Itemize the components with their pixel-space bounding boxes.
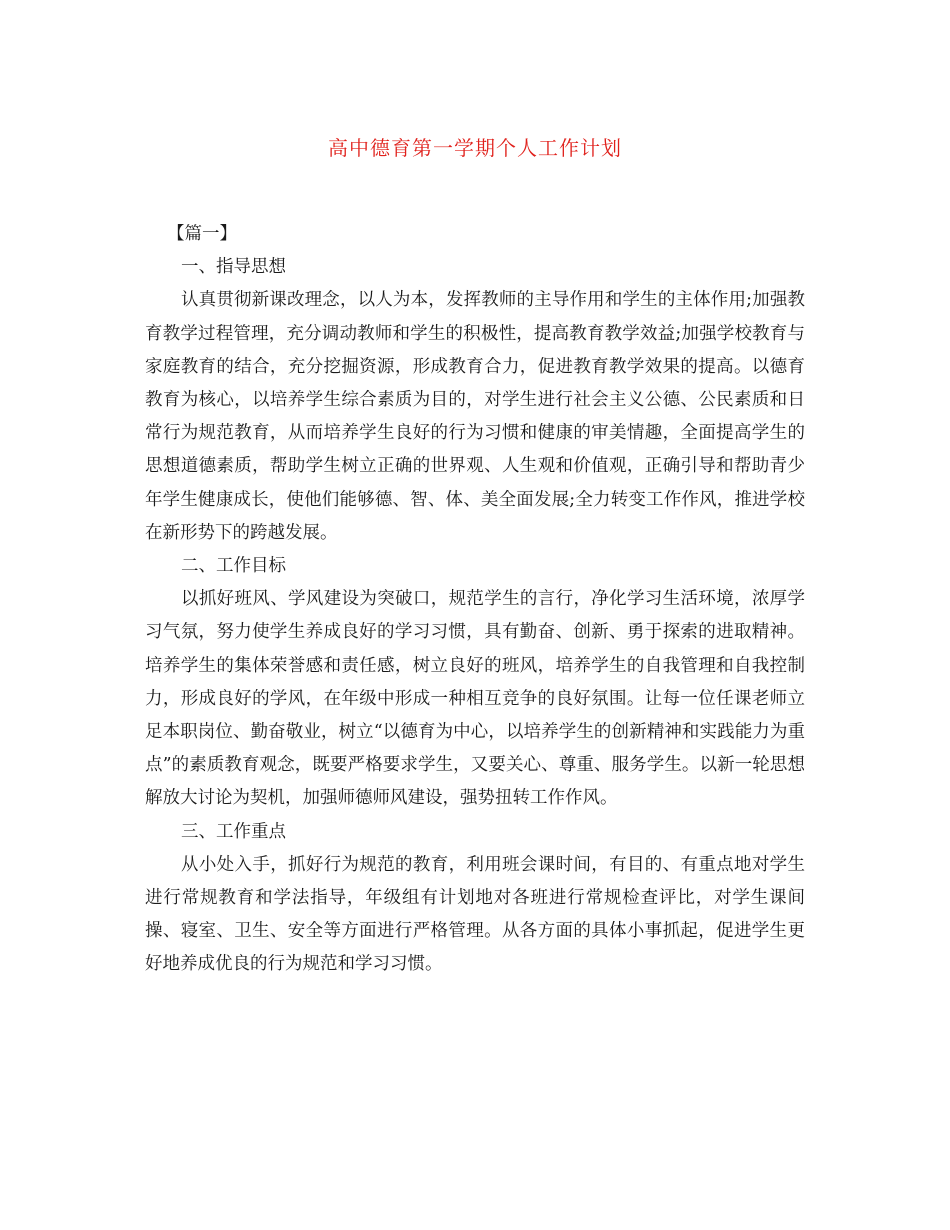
section-heading-work-goals: 二、工作目标 bbox=[181, 556, 286, 577]
section-tag: 【篇一】 bbox=[167, 224, 237, 244]
section-body-work-focus: 从小处入手，抓好行为规范的教育，利用班会课时间，有目的、有重点地对学生进行常规教育和学法指导，年级组有计划地对各班进行常规检查评比，对学生课间操、寝室、卫生、安全等方面进行严格管理。从各方面的具体小事抓起，促进学生更好地养成优良的行为规范和学习习惯。 bbox=[145, 854, 805, 975]
section-body-guiding-ideology: 认真贯彻新课改理念，以人为本，发挥教师的主导作用和学生的主体作用;加强教育教学过程管理，充分调动教师和学生的积极性，提高教育教学效益;加强学校教育与家庭教育的结合，充分挖掘资源，形成教育合力，促进教育教学效果的提高。以德育教育为核心，以培养学生综合素质为目的，对学生进行社会主义公德、公民素质和日常行为规范教育，从而培养学生良好的行为习惯和健康的审美情趣，全面提高学生的思想道德素质，帮助学生树立正确的世界观、人生观和价值观，正确引导和帮助青少年学生健康成长，使他们能够德、智、体、美全面发展;全力转变工作作风，推进学校在新形势下的跨越发展。 bbox=[145, 290, 805, 543]
document-title: 高中德育第一学期个人工作计划 bbox=[328, 136, 622, 160]
section-heading-guiding-ideology: 一、指导思想 bbox=[181, 257, 286, 278]
section-heading-work-focus: 三、工作重点 bbox=[181, 821, 286, 842]
section-body-work-goals: 以抓好班风、学风建设为突破口，规范学生的言行，净化学习生活环境，浓厚学习气氛，努力使学生养成良好的学习习惯，具有勤奋、创新、勇于探索的进取精神。培养学生的集体荣誉感和责任感，树立良好的班风，培养学生的自我管理和自我控制力，形成良好的学风，在年级中形成一种相互竞争的良好氛围。让每一位任课老师立足本职岗位、勤奋敬业，树立“以德育为中心，以培养学生的创新精神和实践能力为重点”的素质教育观念，既要严格要求学生，又要关心、尊重、服务学生。以新一轮思想解放大讨论为契机，加强师德师风建设，强势扭转工作作风。 bbox=[145, 589, 805, 809]
document-body bbox=[145, 218, 805, 982]
